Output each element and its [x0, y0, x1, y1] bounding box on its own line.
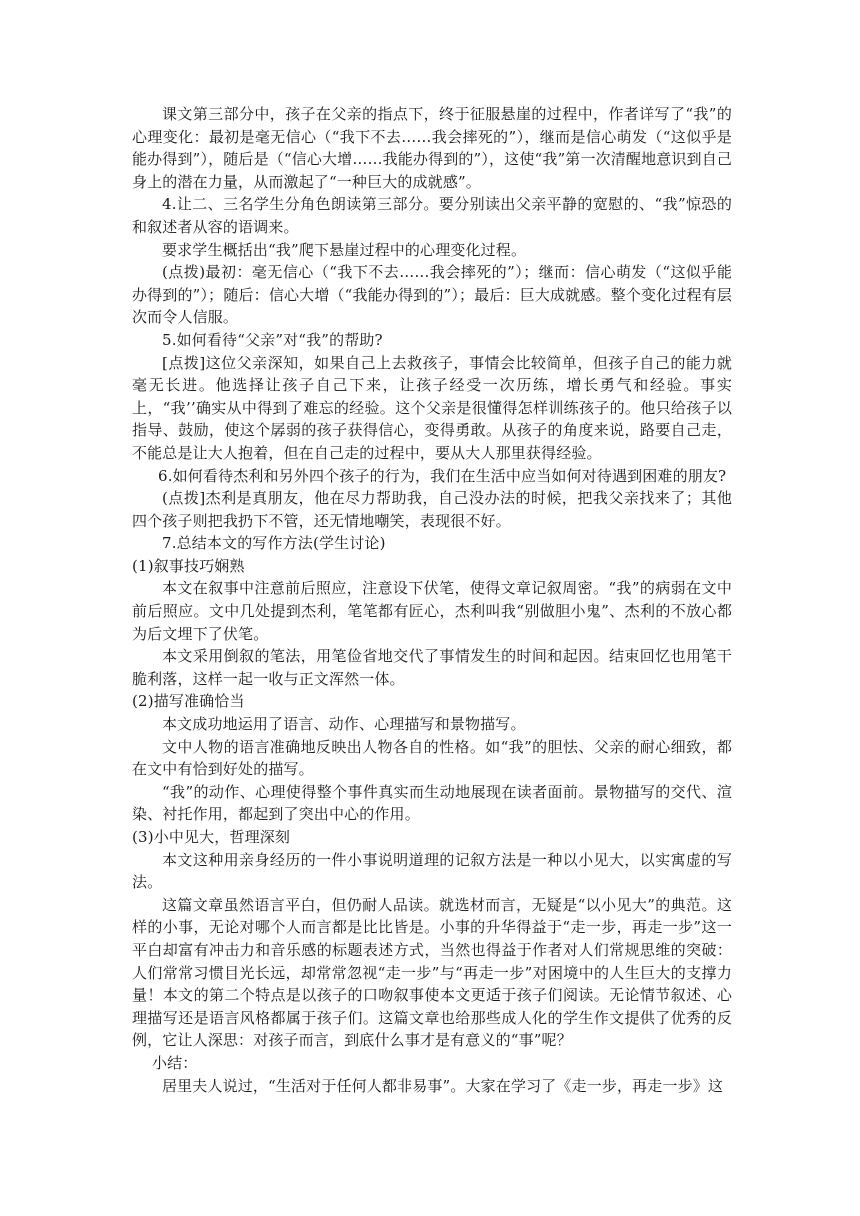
subsection-heading: (2)描写准确恰当 [132, 692, 245, 711]
paragraph: 本文在叙事中注意前后照应，注意设下伏笔，使得文章记叙周密。“我”的病弱在文中前后照应。文中几处提到杰利，笔笔都有匠心，杰利叫我“别做胆小鬼”、杰利的不放心都为后文埋下了伏笔。 [132, 579, 732, 643]
question-heading: 6.如何看待杰利和另外四个孩子的行为，我们在生活中应当如何对待遇到困难的朋友? [158, 466, 727, 485]
paragraph: 课文第三部分中，孩子在父亲的指点下，终于征服悬崖的过程中，作者详写了“我”的心理变化：最初是毫无信心（“我下不去……我会摔死的”），继而是信心萌发（“这似乎是能办得到”），随后是（“信心大增……我能办得到的”），这使“我”第一次清醒地意识到自己身上的潜在力量，从而激起了“一种巨大的成就感”。 [132, 105, 732, 191]
subsection-heading: (1)叙事技巧娴熟 [132, 556, 245, 575]
subsection-heading: (3)小中见大，哲理深刻 [132, 828, 291, 846]
paragraph: “我”的动作、心理使得整个事件真实而生动地展现在读者面前。景物描写的交代、渲染、衬托作用，都起到了突出中心的作用。 [132, 782, 732, 824]
paragraph: 要求学生概括出“我”爬下悬崖过程中的心理变化过程。 [162, 240, 527, 259]
paragraph: 4.让二、三名学生分角色朗读第三部分。要分别读出父亲平静的宽慰的、“我”惊恐的和叙述者从容的语调来。 [132, 195, 732, 236]
summary-label: 小结： [152, 1053, 198, 1072]
paragraph: 本文采用倒叙的笔法，用笔俭省地交代了事情发生的时间和起因。结束回忆也用笔干脆利落，这样一起一收与正文浑然一体。 [132, 647, 732, 688]
paragraph: 这篇文章虽然语言平白，但仍耐人品读。就选材而言，无疑是“以小见大”的典范。这样的小事，无论对哪个人而言都是比比皆是。小事的升华得益于“走一步，再走一步”这一平白却富有冲击力和音乐感的标题表述方式，当然也得益于作者对人们常规思维的突破：人们常常习惯目光长远，却常常忽视“走一步”与“再走一步”对困境中的人生巨大的支撑力量！本文的第二个特点是以孩子的口吻叙事使本文更适于孩子们阅读。无论情节叙述、心理描写还是语言风格都属于孩子们。这篇文章也给那些成人化的学生作文提供了优秀的反例，它让人深思：对孩子而言，到底什么事才是有意义的“事”呢？ [132, 895, 732, 1050]
paragraph: [点拨]这位父亲深知，如果自己上去救孩子，事情会比较简单，但孩子自己的能力就毫无长进。他选择让孩子自己下来，让孩子经受一次历练，增长勇气和经验。事实上，“我’’确实从中得到了难忘的经验。这个父亲是很懂得怎样训练孩子的。他只给孩子以指导、鼓励，使这个孱弱的孩子获得信心，变得勇敢。从孩子的角度来说，路要自己走，不能总是让大人抱着，但在自己走的过程中，要从大人那里获得经验。 [132, 353, 732, 462]
paragraph: (点拨)最初：毫无信心（“我下不去……我会摔死的”）；继而：信心萌发（“这似乎能办得到的”）；随后：信心大增（“我能办得到的”）；最后：巨大成就感。整个变化过程有层次而令人信服。 [132, 263, 732, 327]
paragraph: 居里夫人说过，“生活对于任何人都非易事”。大家在学习了《走一步，再走一步》这 [162, 1076, 724, 1095]
question-heading: 5.如何看待“父亲”对“我”的帮助? [162, 330, 383, 349]
paragraph: (点拨]杰利是真朋友，他在尽力帮助我，自己没办法的时候，把我父亲找来了；其他四个孩子则把我扔下不管，还无情地嘲笑，表现很不好。 [132, 489, 732, 530]
paragraph: 本文成功地运用了语言、动作、心理描写和景物描写。 [162, 715, 526, 734]
paragraph: 本文这种用亲身经历的一件小事说明道理的记叙方法是一种以小见大，以实寓虚的写法。 [132, 850, 732, 892]
question-heading: 7.总结本文的写作方法(学生讨论) [162, 534, 386, 553]
document-body [132, 103, 732, 1097]
paragraph: 文中人物的语言准确地反映出人物各自的性格。如“我”的胆怯、父亲的耐心细致，都在文中有恰到好处的描写。 [132, 737, 732, 779]
